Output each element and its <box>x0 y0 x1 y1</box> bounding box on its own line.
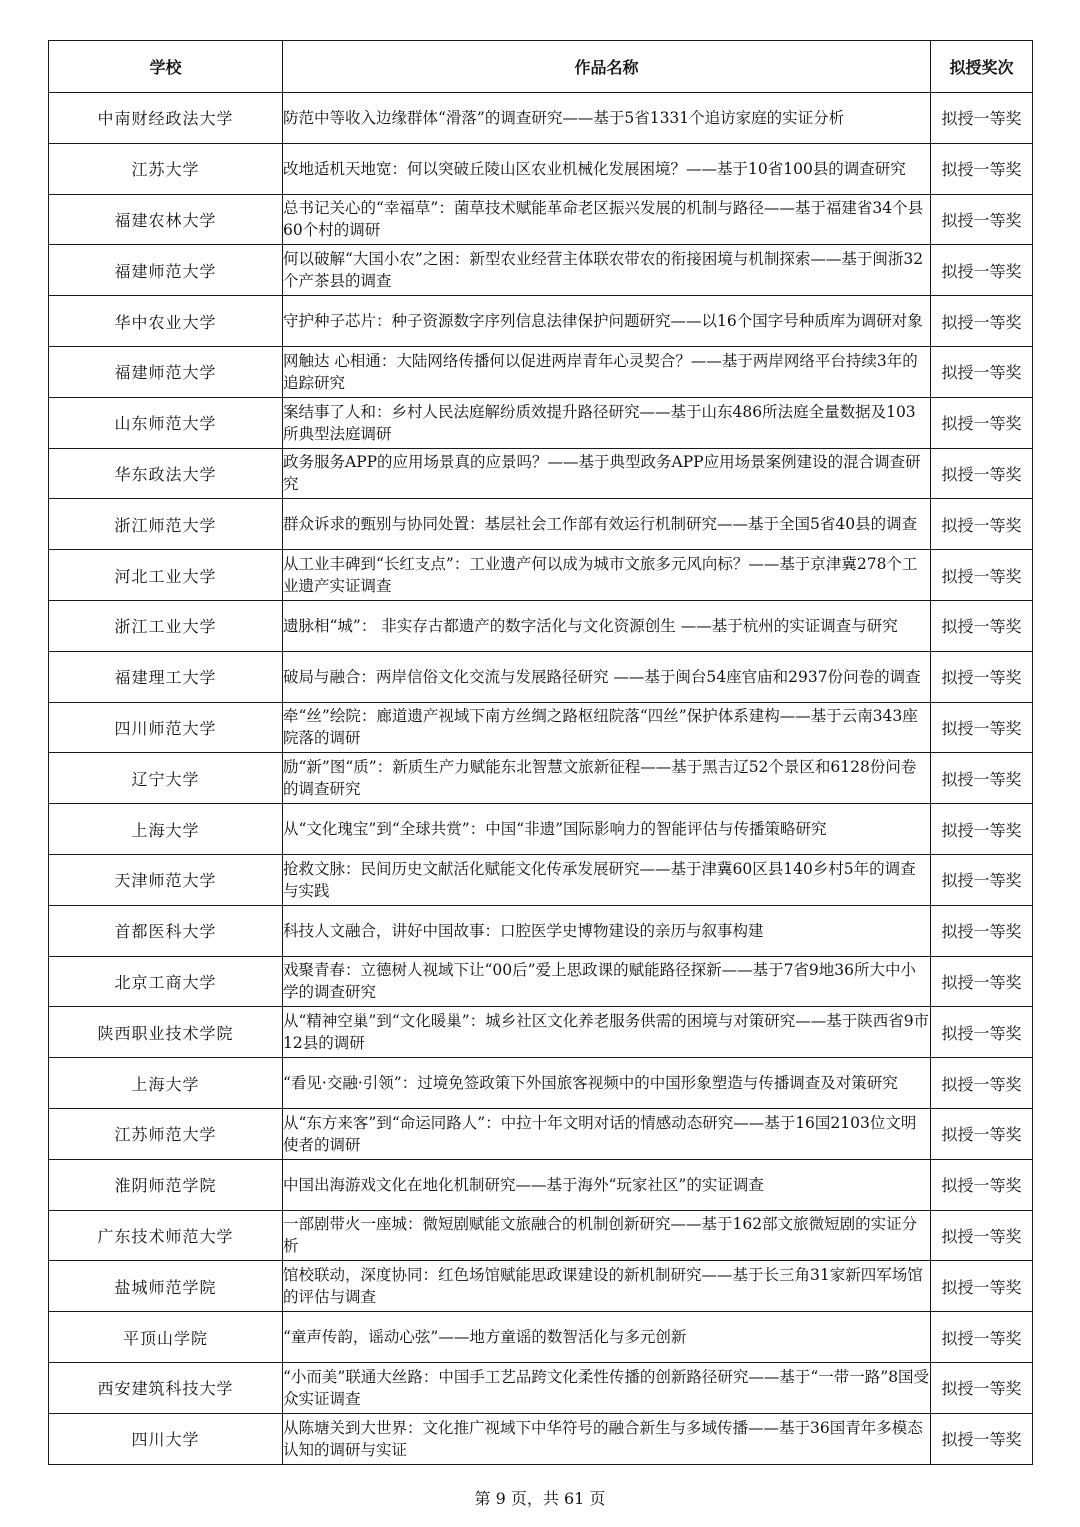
project-title-cell: 牵“丝”绘院：廊道遗产视域下南方丝绸之路枢纽院落“四丝”保护体系建构——基于云南343座院落的调研 <box>283 702 931 753</box>
school-cell: 福建师范大学 <box>49 245 283 296</box>
project-title-cell: 戏聚青春：立德树人视域下让“00后”爱上思政课的赋能路径探新——基于7省9地36所大中小学的调查研究 <box>283 956 931 1007</box>
project-title-cell: 从“文化瑰宝”到“全球共赏”：中国“非遗”国际影响力的智能评估与传播策略研究 <box>283 804 931 855</box>
award-level-cell: 拟授一等奖 <box>931 651 1033 702</box>
school-cell: 福建理工大学 <box>49 651 283 702</box>
table-row <box>49 600 1033 651</box>
header-school: 学校 <box>49 41 283 93</box>
project-title-cell: 何以破解“大国小农”之困：新型农业经营主体联农带农的衔接困境与机制探索——基于闽浙32个产茶县的调查 <box>283 245 931 296</box>
school-cell: 盐城师范学院 <box>49 1261 283 1312</box>
award-level-cell: 拟授一等奖 <box>931 397 1033 448</box>
table-row <box>49 143 1033 194</box>
school-cell: 江苏大学 <box>49 143 283 194</box>
project-title-cell: 一部剧带火一座城：微短剧赋能文旅融合的机制创新研究——基于162部文旅微短剧的实证分析 <box>283 1210 931 1261</box>
project-title-cell: 案结事了人和：乡村人民法庭解纷质效提升路径研究——基于山东486所法庭全量数据及103所典型法庭调研 <box>283 397 931 448</box>
project-title-cell: 科技人文融合，讲好中国故事：口腔医学史博物建设的亲历与叙事构建 <box>283 905 931 956</box>
table-row <box>49 93 1033 144</box>
table-row <box>49 1312 1033 1363</box>
table-row <box>49 346 1033 397</box>
header-award: 拟授奖次 <box>931 41 1033 93</box>
page-number-footer: 第 9 页，共 61 页 <box>474 1489 606 1508</box>
award-level-cell: 拟授一等奖 <box>931 245 1033 296</box>
table-row <box>49 753 1033 804</box>
table-row <box>49 956 1033 1007</box>
project-title-cell: 从工业丰碑到“长红支点”：工业遗产何以成为城市文旅多元风向标？——基于京津冀278个工业遗产实证调查 <box>283 550 931 601</box>
school-cell: 中南财经政法大学 <box>49 93 283 144</box>
project-title-cell: 中国出海游戏文化在地化机制研究——基于海外“玩家社区”的实证调查 <box>283 1159 931 1210</box>
table-row <box>49 1261 1033 1312</box>
school-cell: 山东师范大学 <box>49 397 283 448</box>
table-row <box>49 804 1033 855</box>
award-level-cell: 拟授一等奖 <box>931 702 1033 753</box>
award-level-cell: 拟授一等奖 <box>931 143 1033 194</box>
award-level-cell: 拟授一等奖 <box>931 448 1033 499</box>
table-row <box>49 1058 1033 1109</box>
school-cell: 西安建筑科技大学 <box>49 1362 283 1413</box>
project-title-cell: 政务服务APP的应用场景真的应景吗？——基于典型政务APP应用场景案例建设的混合调查研究 <box>283 448 931 499</box>
award-level-cell: 拟授一等奖 <box>931 1007 1033 1058</box>
school-cell: 平顶山学院 <box>49 1312 283 1363</box>
school-cell: 江苏师范大学 <box>49 1108 283 1159</box>
project-title-cell: 网触达 心相通：大陆网络传播何以促进两岸青年心灵契合？——基于两岸网络平台持续3年的追踪研究 <box>283 346 931 397</box>
project-title-cell: 馆校联动，深度协同：红色场馆赋能思政课建设的新机制研究——基于长三角31家新四军场馆的评估与调查 <box>283 1261 931 1312</box>
award-level-cell: 拟授一等奖 <box>931 600 1033 651</box>
award-table <box>48 40 1033 1465</box>
project-title-cell: “童声传韵，谣动心弦”——地方童谣的数智活化与多元创新 <box>283 1312 931 1363</box>
school-cell: 福建师范大学 <box>49 346 283 397</box>
table-row <box>49 651 1033 702</box>
table-body <box>49 93 1033 1465</box>
table-row <box>49 1159 1033 1210</box>
project-title-cell: 从“东方来客”到“命运同路人”：中拉十年文明对话的情感动态研究——基于16国2103位文明使者的调研 <box>283 1108 931 1159</box>
table-row <box>49 702 1033 753</box>
school-cell: 浙江工业大学 <box>49 600 283 651</box>
school-cell: 北京工商大学 <box>49 956 283 1007</box>
award-level-cell: 拟授一等奖 <box>931 194 1033 245</box>
award-level-cell: 拟授一等奖 <box>931 905 1033 956</box>
award-level-cell: 拟授一等奖 <box>931 1108 1033 1159</box>
table-row <box>49 245 1033 296</box>
project-title-cell: 防范中等收入边缘群体“滑落”的调查研究——基于5省1331个追访家庭的实证分析 <box>283 93 931 144</box>
table-row <box>49 1007 1033 1058</box>
project-title-cell: 遗脉相“城”： 非实存古都遗产的数字活化与文化资源创生 ——基于杭州的实证调查与研究 <box>283 600 931 651</box>
school-cell: 上海大学 <box>49 804 283 855</box>
project-title-cell: 破局与融合：两岸信俗文化交流与发展路径研究 ——基于闽台54座官庙和2937份问卷的调查 <box>283 651 931 702</box>
table-row <box>49 397 1033 448</box>
award-level-cell: 拟授一等奖 <box>931 1159 1033 1210</box>
project-title-cell: 从“精神空巢”到“文化暖巢”：城乡社区文化养老服务供需的困境与对策研究——基于陕西省9市12县的调研 <box>283 1007 931 1058</box>
award-level-cell: 拟授一等奖 <box>931 1362 1033 1413</box>
table-row <box>49 1210 1033 1261</box>
award-level-cell: 拟授一等奖 <box>931 1413 1033 1464</box>
award-level-cell: 拟授一等奖 <box>931 753 1033 804</box>
project-title-cell: 从陈塘关到大世界：文化推广视域下中华符号的融合新生与多域传播——基于36国青年多模态认知的调研与实证 <box>283 1413 931 1464</box>
project-title-cell: 改地适机天地宽：何以突破丘陵山区农业机械化发展困境？——基于10省100县的调查研究 <box>283 143 931 194</box>
school-cell: 四川师范大学 <box>49 702 283 753</box>
award-level-cell: 拟授一等奖 <box>931 1261 1033 1312</box>
school-cell: 陕西职业技术学院 <box>49 1007 283 1058</box>
school-cell: 上海大学 <box>49 1058 283 1109</box>
project-title-cell: 励“新”图“质”：新质生产力赋能东北智慧文旅新征程——基于黑吉辽52个景区和6128份问卷的调查研究 <box>283 753 931 804</box>
project-title-cell: 群众诉求的甄别与协同处置：基层社会工作部有效运行机制研究——基于全国5省40县的调查 <box>283 499 931 550</box>
project-title-cell: 守护种子芯片：种子资源数字序列信息法律保护问题研究——以16个国字号种质库为调研对象 <box>283 296 931 347</box>
school-cell: 广东技术师范大学 <box>49 1210 283 1261</box>
table-header-row <box>49 41 1033 93</box>
award-level-cell: 拟授一等奖 <box>931 296 1033 347</box>
project-title-cell: 总书记关心的“幸福草”：菌草技术赋能革命老区振兴发展的机制与路径——基于福建省34个县60个村的调研 <box>283 194 931 245</box>
header-title: 作品名称 <box>283 41 931 93</box>
table-row <box>49 854 1033 905</box>
table-row <box>49 448 1033 499</box>
award-level-cell: 拟授一等奖 <box>931 550 1033 601</box>
school-cell: 首都医科大学 <box>49 905 283 956</box>
project-title-cell: “看见·交融·引领”：过境免签政策下外国旅客视频中的中国形象塑造与传播调查及对策研究 <box>283 1058 931 1109</box>
award-level-cell: 拟授一等奖 <box>931 956 1033 1007</box>
table-row <box>49 550 1033 601</box>
table-row <box>49 296 1033 347</box>
school-cell: 华东政法大学 <box>49 448 283 499</box>
table-row <box>49 905 1033 956</box>
school-cell: 四川大学 <box>49 1413 283 1464</box>
school-cell: 天津师范大学 <box>49 854 283 905</box>
table-row <box>49 1413 1033 1464</box>
school-cell: 河北工业大学 <box>49 550 283 601</box>
project-title-cell: “小而美”联通大丝路：中国手工艺品跨文化柔性传播的创新路径研究——基于“一带一路”8国受众实证调查 <box>283 1362 931 1413</box>
award-level-cell: 拟授一等奖 <box>931 346 1033 397</box>
award-level-cell: 拟授一等奖 <box>931 804 1033 855</box>
school-cell: 浙江师范大学 <box>49 499 283 550</box>
school-cell: 淮阴师范学院 <box>49 1159 283 1210</box>
table-row <box>49 1108 1033 1159</box>
school-cell: 华中农业大学 <box>49 296 283 347</box>
table-row <box>49 499 1033 550</box>
table-row <box>49 194 1033 245</box>
school-cell: 福建农林大学 <box>49 194 283 245</box>
award-level-cell: 拟授一等奖 <box>931 1210 1033 1261</box>
award-level-cell: 拟授一等奖 <box>931 854 1033 905</box>
award-level-cell: 拟授一等奖 <box>931 1312 1033 1363</box>
table-row <box>49 1362 1033 1413</box>
award-level-cell: 拟授一等奖 <box>931 93 1033 144</box>
award-level-cell: 拟授一等奖 <box>931 1058 1033 1109</box>
award-level-cell: 拟授一等奖 <box>931 499 1033 550</box>
school-cell: 辽宁大学 <box>49 753 283 804</box>
project-title-cell: 抢救文脉：民间历史文献活化赋能文化传承发展研究——基于津冀60区县140乡村5年的调查与实践 <box>283 854 931 905</box>
